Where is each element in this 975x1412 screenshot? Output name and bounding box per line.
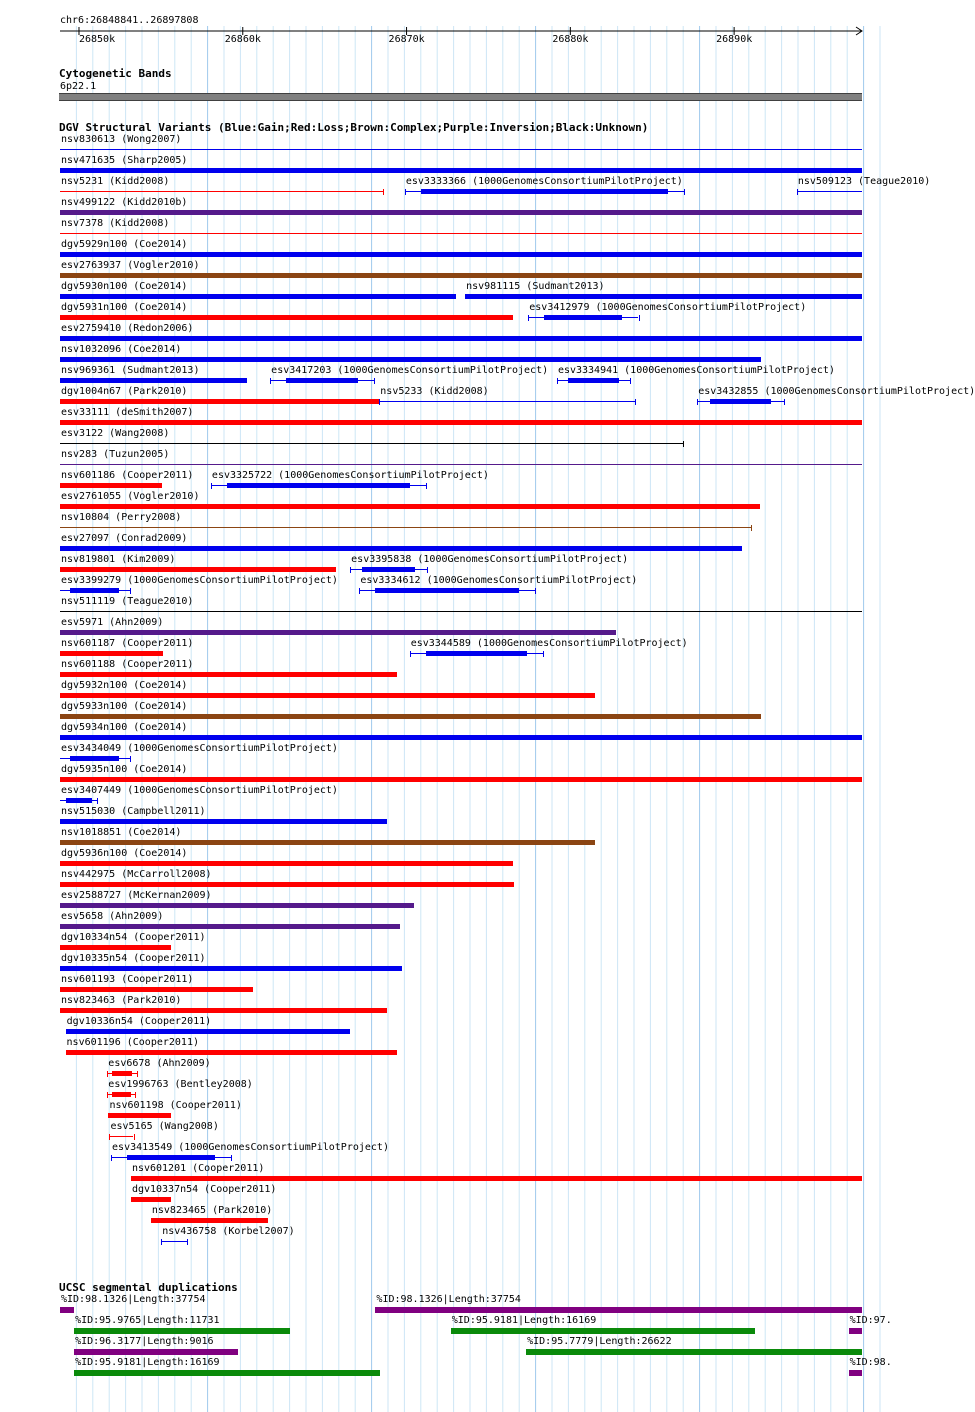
dgv-feature-label: esv1996763 (Bentley2008) [108,1079,253,1090]
segdup-feature-glyph[interactable] [74,1328,290,1334]
dgv-feature-glyph[interactable] [426,651,527,656]
dgv-feature-glyph[interactable] [60,443,683,444]
dgv-feature-end-cap [684,189,685,195]
dgv-feature-end-cap [109,1134,110,1140]
dgv-feature-label: nsv511119 (Teague2010) [61,596,194,607]
dgv-feature-end-cap [543,651,544,657]
ruler-tick-label: 26890k [716,34,753,45]
dgv-feature-label: nsv1032096 (Coe2014) [61,344,182,355]
segdup-feature-glyph[interactable] [60,1307,74,1313]
ruler-tick-label: 26880k [552,34,589,45]
dgv-feature-label: dgv10335n54 (Cooper2011) [61,953,206,964]
dgv-feature-end-cap [635,399,636,405]
dgv-feature-label: nsv601193 (Cooper2011) [61,974,194,985]
dgv-feature-label: dgv5936n100 (Coe2014) [61,848,188,859]
dgv-feature-label: esv3333366 (1000GenomesConsortiumPilotProject) [405,176,683,187]
dgv-feature-glyph[interactable] [544,315,622,320]
ruler-tick-label: 26870k [388,34,425,45]
dgv-feature-glyph[interactable] [60,273,862,278]
dgv-feature-label: nsv969361 (Sudmant2013) [61,365,200,376]
dgv-feature-glyph[interactable] [375,588,518,593]
ruler [0,26,890,40]
dgv-feature-end-cap [797,189,798,195]
dgv-feature-glyph[interactable] [421,189,668,194]
dgv-feature-end-cap [187,1239,188,1245]
dgv-feature-label: dgv1004n67 (Park2010) [61,386,188,397]
dgv-feature-label: nsv5231 (Kidd2008) [61,176,170,187]
dgv-feature-glyph[interactable] [60,861,513,866]
dgv-feature-label: dgv5929n100 (Coe2014) [61,239,188,250]
dgv-feature-end-cap [784,399,785,405]
dgv-feature-end-cap [134,1134,135,1140]
dgv-feature-label: dgv5935n100 (Coe2014) [61,764,188,775]
segdup-feature-label: %ID:95.9181|Length:16169 [451,1315,597,1326]
dgv-track-title: DGV Structural Variants (Blue:Gain;Red:Loss;Brown:Complex;Purple:Inversion;Black:Unknown) [59,121,649,134]
dgv-feature-end-cap [535,588,536,594]
dgv-feature-glyph[interactable] [108,1113,171,1118]
dgv-feature-label: nsv436758 (Korbel2007) [162,1226,295,1237]
dgv-feature-label: esv3434049 (1000GenomesConsortiumPilotProject) [61,743,338,754]
dgv-feature-label: nsv601186 (Cooper2011) [61,470,194,481]
dgv-feature-label: nsv981115 (Sudmant2013) [466,281,605,292]
dgv-feature-label: nsv10804 (Perry2008) [61,512,182,523]
dgv-feature-glyph[interactable] [60,987,253,992]
dgv-feature-label: nsv601201 (Cooper2011) [131,1163,265,1174]
dgv-feature-glyph[interactable] [60,966,402,971]
segdup-feature-glyph[interactable] [849,1370,862,1376]
segdup-feature-label: %ID:96.3177|Length:9016 [75,1336,214,1347]
dgv-feature-glyph[interactable] [60,420,862,425]
dgv-feature-glyph[interactable] [60,483,162,488]
dgv-feature-label: nsv601196 (Cooper2011) [66,1037,199,1048]
dgv-feature-glyph[interactable] [227,483,410,488]
dgv-feature-label: nsv5233 (Kidd2008) [380,386,489,397]
dgv-feature-label: esv5658 (Ahn2009) [61,911,164,922]
dgv-feature-end-cap [427,567,428,573]
dgv-feature-label: esv3407449 (1000GenomesConsortiumPilotProject) [61,785,338,796]
dgv-feature-glyph[interactable] [379,401,635,402]
dgv-feature-glyph[interactable] [60,714,761,719]
ruler-tick-label: 26850k [78,34,116,45]
dgv-feature-label: esv3399279 (1000GenomesConsortiumPilotProject) [61,575,338,586]
dgv-feature-label: nsv499122 (Kidd2010b) [61,197,188,208]
dgv-feature-glyph[interactable] [60,504,760,509]
dgv-feature-glyph[interactable] [112,1092,132,1097]
dgv-feature-glyph[interactable] [60,252,862,257]
dgv-feature-label: esv3395838 (1000GenomesConsortiumPilotProject) [351,554,629,565]
segdup-feature-glyph[interactable] [74,1349,238,1355]
dgv-feature-label: esv3412979 (1000GenomesConsortiumPilotProject) [529,302,807,313]
dgv-feature-label: esv33111 (deSmith2007) [61,407,194,418]
dgv-feature-glyph[interactable] [60,903,414,908]
dgv-feature-glyph[interactable] [60,567,336,572]
dgv-feature-end-cap [359,588,360,594]
dgv-feature-label: dgv10337n54 (Cooper2011) [131,1184,277,1195]
dgv-feature-glyph[interactable] [60,464,862,465]
dgv-feature-glyph[interactable] [127,1155,215,1160]
dgv-feature-glyph[interactable] [60,336,862,341]
cytoband-label: 6p22.1 [60,81,97,92]
dgv-feature-glyph[interactable] [60,840,595,845]
dgv-feature-glyph[interactable] [70,756,119,761]
dgv-feature-label: nsv601198 (Cooper2011) [109,1100,242,1111]
dgv-feature-label: esv5971 (Ahn2009) [61,617,164,628]
dgv-feature-glyph[interactable] [465,294,862,299]
dgv-feature-glyph[interactable] [131,1197,171,1202]
segdup-feature-glyph[interactable] [849,1328,862,1334]
dgv-feature-glyph[interactable] [60,693,595,698]
dgv-feature-glyph[interactable] [60,191,383,192]
dgv-feature-glyph[interactable] [362,567,416,572]
dgv-feature-end-cap [130,588,131,594]
segdup-feature-glyph[interactable] [526,1349,862,1355]
dgv-feature-label: esv3334612 (1000GenomesConsortiumPilotProject) [360,575,638,586]
segdup-track-title: UCSC segmental duplications [59,1281,238,1294]
dgv-feature-glyph[interactable] [131,1176,862,1181]
dgv-feature-glyph[interactable] [109,1136,133,1137]
dgv-feature-label: nsv823463 (Park2010) [61,995,182,1006]
dgv-feature-label: esv2588727 (McKernan2009) [61,890,212,901]
dgv-feature-label: nsv830613 (Wong2007) [61,134,182,145]
dgv-feature-label: dgv5933n100 (Coe2014) [61,701,188,712]
dgv-feature-label: dgv5934n100 (Coe2014) [61,722,188,733]
dgv-feature-label: nsv283 (Tuzun2005) [61,449,170,460]
dgv-feature-glyph[interactable] [66,1050,398,1055]
dgv-feature-end-cap [383,189,384,195]
dgv-feature-end-cap [270,378,271,384]
dgv-feature-glyph[interactable] [60,882,514,887]
dgv-feature-label: nsv515030 (Campbell2011) [61,806,206,817]
dgv-feature-label: esv27097 (Conrad2009) [61,533,188,544]
dgv-feature-end-cap [426,483,427,489]
dgv-feature-label: dgv5932n100 (Coe2014) [61,680,188,691]
segdup-feature-label: %ID:98.1326|Length:37754 [61,1294,206,1305]
dgv-feature-glyph[interactable] [60,357,761,362]
dgv-feature-glyph[interactable] [60,149,862,150]
region-label: chr6:26848841..26897808 [60,15,199,26]
dgv-feature-label: esv3344589 (1000GenomesConsortiumPilotProject) [410,638,688,649]
dgv-feature-end-cap [630,378,631,384]
dgv-feature-label: dgv10336n54 (Cooper2011) [66,1016,212,1027]
dgv-feature-label: nsv442975 (McCarroll2008) [61,869,212,880]
dgv-feature-end-cap [405,189,406,195]
dgv-feature-label: nsv471635 (Sharp2005) [61,155,188,166]
dgv-feature-label: nsv819801 (Kim2009) [61,554,176,565]
dgv-feature-glyph[interactable] [60,294,456,299]
dgv-feature-glyph[interactable] [60,945,171,950]
dgv-feature-label: esv3432855 (1000GenomesConsortiumPilotProject) [698,386,975,397]
dgv-feature-glyph[interactable] [151,1218,268,1223]
dgv-feature-glyph[interactable] [60,315,513,320]
dgv-feature-glyph[interactable] [60,630,616,635]
dgv-feature-glyph[interactable] [60,399,380,404]
dgv-feature-end-cap [135,1092,136,1098]
dgv-feature-end-cap [751,525,752,531]
dgv-feature-glyph[interactable] [797,191,862,192]
dgv-feature-glyph[interactable] [60,210,862,215]
dgv-feature-end-cap [130,756,131,762]
dgv-feature-glyph[interactable] [710,399,770,404]
ruler-tick-label: 26860k [224,34,261,45]
dgv-feature-end-cap [379,399,380,405]
dgv-feature-end-cap [697,399,698,405]
dgv-feature-glyph[interactable] [60,527,751,528]
dgv-feature-glyph[interactable] [286,378,358,383]
dgv-feature-label: esv2759410 (Redon2006) [61,323,194,334]
dgv-feature-end-cap [557,378,558,384]
dgv-feature-glyph[interactable] [60,611,862,612]
dgv-feature-label: esv2761055 (Vogler2010) [61,491,200,502]
dgv-feature-end-cap [410,651,411,657]
dgv-feature-label: esv3413549 (1000GenomesConsortiumPilotProject) [112,1142,389,1153]
dgv-feature-label: esv3122 (Wang2008) [61,428,170,439]
dgv-feature-label: dgv10334n54 (Cooper2011) [61,932,206,943]
dgv-feature-glyph[interactable] [60,672,397,677]
dgv-feature-label: esv6678 (Ahn2009) [108,1058,211,1069]
dgv-feature-end-cap [374,378,375,384]
dgv-feature-glyph[interactable] [66,1029,351,1034]
segdup-feature-glyph[interactable] [74,1370,380,1376]
dgv-feature-label: esv3417203 (1000GenomesConsortiumPilotProject) [271,365,549,376]
dgv-feature-glyph[interactable] [60,546,742,551]
dgv-feature-label: esv3325722 (1000GenomesConsortiumPilotProject) [211,470,489,481]
dgv-feature-end-cap [683,441,684,447]
dgv-feature-glyph[interactable] [66,798,92,803]
segdup-feature-label: %ID:95.7779|Length:26622 [527,1336,672,1347]
dgv-feature-glyph[interactable] [161,1241,187,1242]
dgv-feature-label: nsv823465 (Park2010) [151,1205,273,1216]
dgv-feature-end-cap [350,567,351,573]
dgv-feature-glyph[interactable] [60,1008,387,1013]
dgv-feature-end-cap [528,315,529,321]
dgv-feature-end-cap [97,798,98,804]
dgv-feature-end-cap [111,1155,112,1161]
dgv-feature-label: esv5165 (Wang2008) [110,1121,219,1132]
segdup-feature-label: %ID:95.9765|Length:11731 [75,1315,220,1326]
segdup-feature-glyph[interactable] [451,1328,756,1334]
segdup-feature-label: %ID:98. [849,1357,892,1368]
dgv-feature-end-cap [107,1092,108,1098]
segdup-feature-label: %ID:97. [849,1315,892,1326]
dgv-feature-label: nsv7378 (Kidd2008) [61,218,170,229]
dgv-feature-label: esv3334941 (1000GenomesConsortiumPilotProject) [557,365,835,376]
dgv-feature-glyph[interactable] [60,651,163,656]
cytoband-track-title: Cytogenetic Bands [59,67,172,80]
dgv-feature-end-cap [137,1071,138,1077]
dgv-feature-glyph[interactable] [568,378,619,383]
dgv-feature-label: dgv5930n100 (Coe2014) [61,281,188,292]
dgv-feature-glyph[interactable] [60,924,400,929]
dgv-feature-end-cap [107,1071,108,1077]
dgv-feature-end-cap [639,315,640,321]
dgv-feature-label: nsv1018851 (Coe2014) [61,827,182,838]
dgv-feature-label: esv2763937 (Vogler2010) [61,260,200,271]
dgv-feature-glyph[interactable] [60,819,387,824]
dgv-feature-glyph[interactable] [60,168,862,173]
dgv-feature-label: dgv5931n100 (Coe2014) [61,302,188,313]
dgv-feature-glyph[interactable] [60,777,862,782]
dgv-feature-end-cap [231,1155,232,1161]
dgv-feature-label: nsv601187 (Cooper2011) [61,638,194,649]
dgv-feature-end-cap [161,1239,162,1245]
dgv-feature-end-cap [211,483,212,489]
segdup-feature-label: %ID:98.1326|Length:37754 [376,1294,521,1305]
dgv-feature-glyph[interactable] [70,588,119,593]
segdup-feature-label: %ID:95.9181|Length:16169 [75,1357,220,1368]
dgv-feature-label: nsv509123 (Teague2010) [797,176,931,187]
dgv-feature-label: nsv601188 (Cooper2011) [61,659,194,670]
dgv-feature-glyph[interactable] [60,233,862,234]
cytoband-bar[interactable] [59,93,862,101]
segdup-feature-glyph[interactable] [375,1307,862,1313]
dgv-feature-glyph[interactable] [60,735,862,740]
dgv-feature-glyph[interactable] [60,378,247,383]
dgv-feature-glyph[interactable] [112,1071,133,1076]
